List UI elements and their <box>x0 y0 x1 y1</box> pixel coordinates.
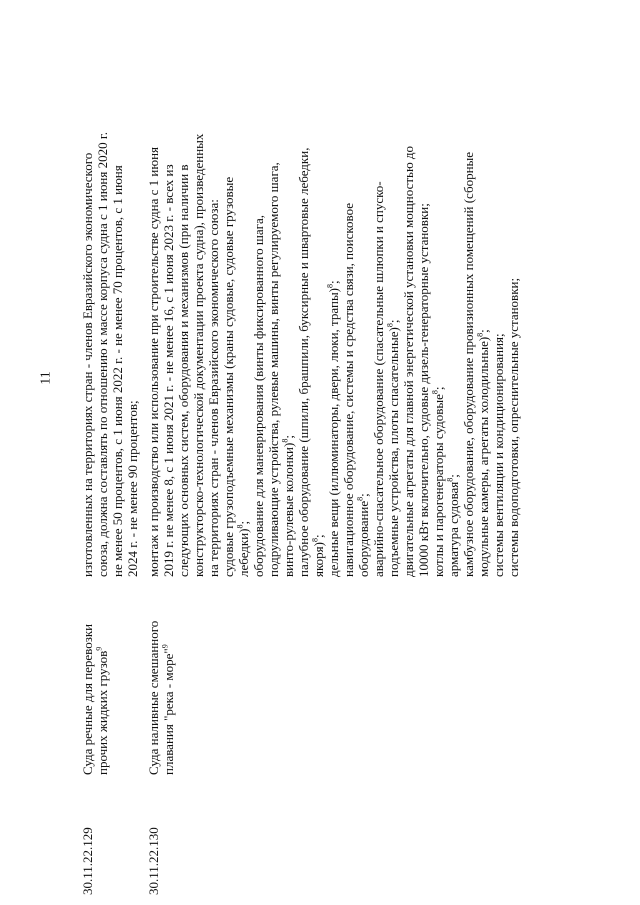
footnote-mark: 8 <box>280 438 290 443</box>
text-line: камбузное оборудование, оборудование провизионных помещений (сборные <box>461 151 476 577</box>
footnote-mark: 8 <box>325 283 335 288</box>
text-line: следующих основных систем, оборудования и механизмов (при наличии в <box>176 164 191 577</box>
page-number: 11 <box>38 371 54 385</box>
text-line: союза, должна составлять по отношению к массе корпуса судна с 1 июня 2020 г. <box>95 132 110 577</box>
text-line: монтаж и производство или использование при строительстве судна с 1 июня <box>146 146 161 577</box>
requirements-text <box>80 7 140 577</box>
text-line: дельные вещи (иллюминаторы, двери, люки, трапы)$^8$; <box>325 280 341 577</box>
text-line: арматура судовая$^8$; <box>445 474 461 577</box>
text-line: двигательные агрегаты для главной энергетической установки мощностью до <box>401 145 416 577</box>
footnote-mark: 8 <box>445 477 455 482</box>
text-line: изготовленных на территориях стран - членов Евразийского экономического <box>80 152 95 577</box>
text-line: 2019 г. не менее 8, с 1 июня 2021 г. - не менее 16, с 1 июня 2023 г. - всех из <box>161 164 176 577</box>
footnote-mark: 8 <box>235 524 245 529</box>
text-line: лебедки)$^8$; <box>235 520 251 577</box>
text-line: на территориях стран - членов Евразийского экономического союза: <box>206 199 221 577</box>
text-line: якоря)$^8$; <box>310 534 326 577</box>
text-line: 2024 г. - не менее 90 процентов; <box>125 400 140 577</box>
text-line: не менее 50 процентов, с 1 июня 2022 г. - не менее 70 процентов, с 1 июня <box>110 165 125 577</box>
text-line: подъемные устройства, плоты спасательные)$^8$; <box>385 319 401 577</box>
text-line: палубное оборудование (шпили, брашпили, буксирные и швартовые лебедки, <box>296 147 311 577</box>
text-line: аварийно-спасательное оборудование (спасательные шлюпки и спуско- <box>371 181 386 577</box>
okpd-code: 30.11.22.129 <box>80 827 95 895</box>
text-line: системы водоподготовки, опреснительные установки; <box>506 277 521 577</box>
product-name: Суда речные для перевозки прочих жидких грузов$^9$ <box>80 623 110 775</box>
text-line: 10000 кВт включительно, судовые дизель-генераторные установки; <box>416 203 431 577</box>
text-line: системы вентиляции и кондиционирования; <box>491 333 506 577</box>
text-line: подруливающие устройства, рулевые машины, винты регулируемого шага, <box>266 162 281 577</box>
rotated-table <box>80 15 610 895</box>
text-line: оборудование$^8$; <box>355 493 371 577</box>
okpd-code: 30.11.22.130 <box>146 827 161 895</box>
text-line: оборудование для маневрирования (винты фиксированного шага, <box>251 214 266 577</box>
footnote-mark: 8 <box>430 390 440 395</box>
text-line: судовые грузоподъемные механизмы (краны судовые, судовые грузовые <box>221 176 236 577</box>
footnote-mark: 8 <box>385 323 395 328</box>
text-line: винто-рулевые колонки)$^8$; <box>280 435 296 577</box>
text-line: котлы и парогенераторы судовые$^8$; <box>430 386 446 577</box>
footnote-mark: 8 <box>475 332 485 337</box>
requirements-text <box>146 7 521 577</box>
product-name: Суда наливные смешанного плавания "река - море"$^9$ <box>146 620 176 775</box>
footnote-mark: 8 <box>355 496 365 501</box>
text-line: модульные камеры, агрегаты холодильные)$^8$; <box>475 329 491 577</box>
footnote-mark: 8 <box>310 538 320 543</box>
text-line: навигационное оборудование, системы и средства связи, поисковое <box>341 202 356 577</box>
text-line: конструкторско-технологической документации проекта судна), произведенных <box>191 133 206 577</box>
